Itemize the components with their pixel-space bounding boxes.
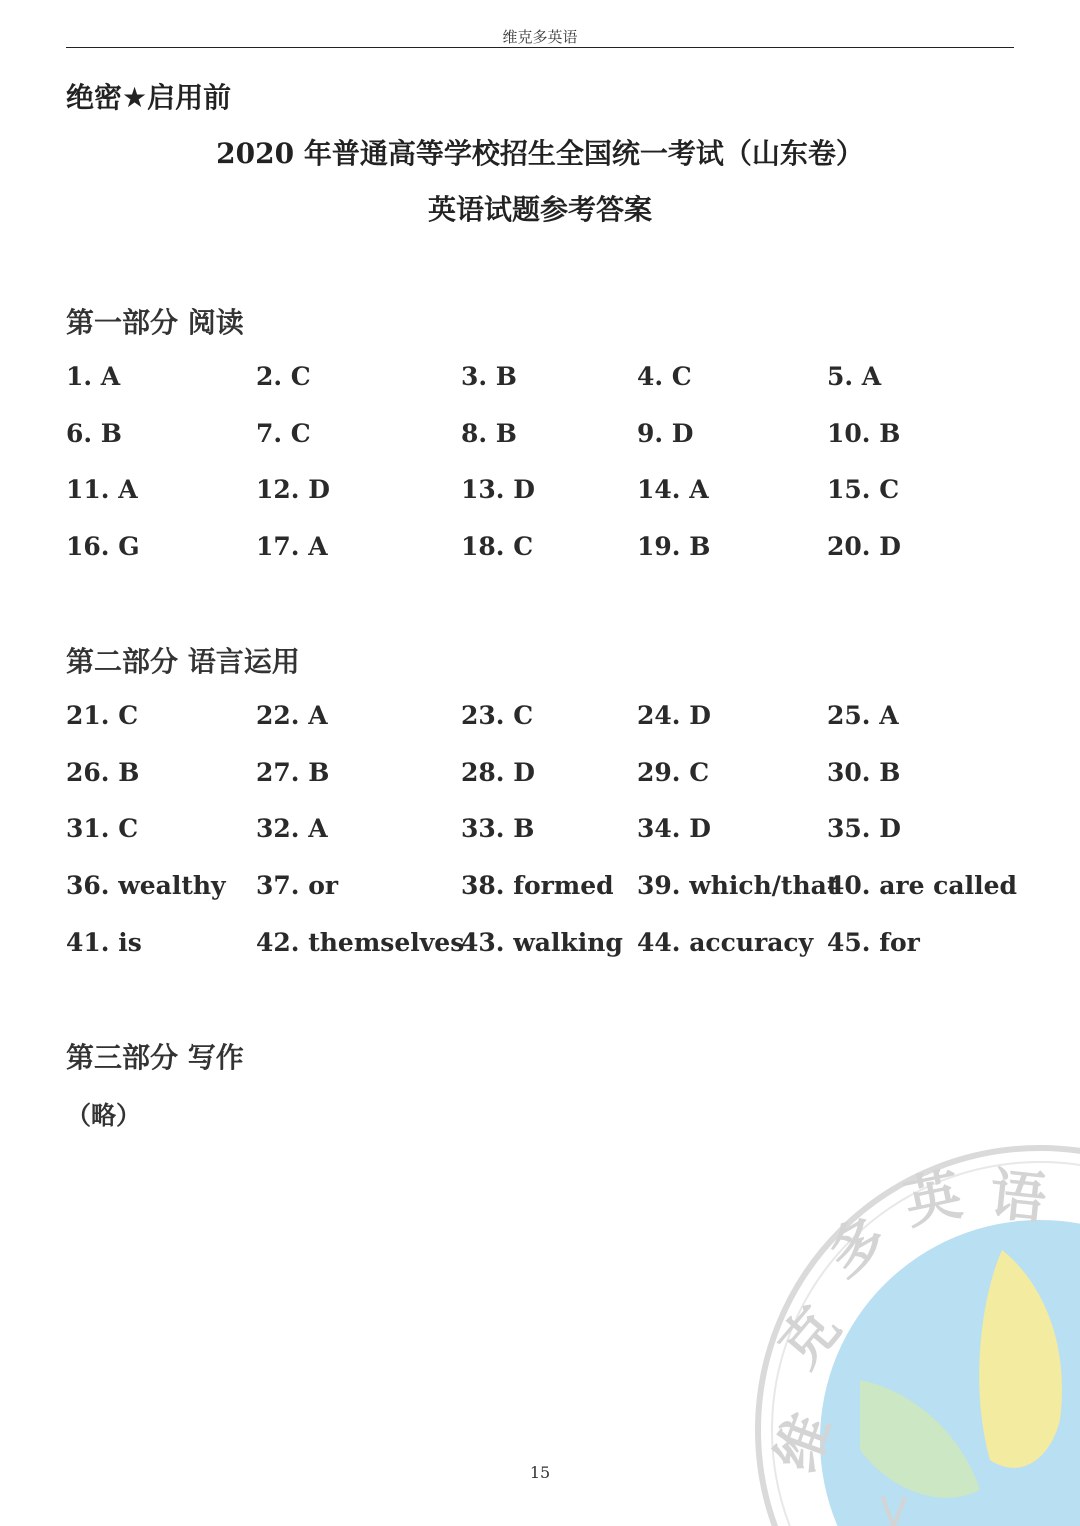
answer-item: 30. B [827,758,901,787]
answer-item: 25. A [827,701,899,730]
answer-item: 39. which/that [637,871,839,900]
answer-item: 40. are called [827,871,1017,900]
answer-item: 37. or [256,871,339,900]
answer-item: 35. D [827,814,901,843]
answer-item: 43. walking [461,928,623,957]
answer-item: 2. C [256,362,311,391]
secret-label: 绝密★启用前 [66,81,232,114]
answer-item: 29. C [637,758,710,787]
answer-item: 34. D [637,814,711,843]
answer-item: 16. G [66,532,140,561]
answer-key-title: 英语试题参考答案 [427,193,652,226]
answer-item: 8. B [461,419,517,448]
answer-item: 36. wealthy [66,871,226,900]
answer-item: 33. B [461,814,535,843]
answer-item: 21. C [66,701,139,730]
answer-item: 5. A [827,362,882,391]
answer-item: 18. C [461,532,534,561]
answer-item: 44. accuracy [637,928,814,957]
answer-item: 26. B [66,758,140,787]
answer-item: 28. D [461,758,535,787]
answer-item: 19. B [637,532,711,561]
page-number: 15 [529,1463,551,1482]
header-text: 维克多英语 [502,28,578,46]
answer-item: 17. A [256,532,328,561]
part3-heading: 第三部分 写作 [66,1041,244,1074]
answer-item: 41. is [66,928,142,957]
answer-item: 15. C [827,475,900,504]
answer-item: 23. C [461,701,534,730]
answer-item: 7. C [256,419,311,448]
answer-item: 20. D [827,532,901,561]
exam-title: 2020 年普通高等学校招生全国统一考试（山东卷） [216,137,864,170]
answer-item: 24. D [637,701,711,730]
svg-text:V: V [880,1490,908,1526]
answer-item: 27. B [256,758,330,787]
svg-text:英: 英 [898,1162,968,1238]
answer-item: 1. A [66,362,121,391]
svg-text:多: 多 [817,1205,899,1290]
answer-item: 42. themselves [256,928,465,957]
answer-item: 12. D [256,475,330,504]
part2-heading: 第二部分 语言运用 [66,645,300,678]
answer-item: 22. A [256,701,328,730]
answer-item: 9. D [637,419,694,448]
answer-item: 14. A [637,475,709,504]
part1-heading: 第一部分 阅读 [66,306,244,339]
svg-text:维: 维 [764,1405,845,1481]
answer-item: 38. formed [461,871,614,900]
header-rule [66,47,1014,48]
answer-item: 11. A [66,475,138,504]
answer-item: 32. A [256,814,328,843]
omitted-note: （略） [66,1101,142,1130]
answer-item: 4. C [637,362,692,391]
svg-text:语: 语 [986,1162,1050,1233]
svg-text:克: 克 [766,1295,853,1380]
answer-item: 45. for [827,928,920,957]
answer-item: 6. B [66,419,122,448]
answer-item: 3. B [461,362,517,391]
answer-item: 13. D [461,475,535,504]
answer-item: 10. B [827,419,901,448]
answer-item: 31. C [66,814,139,843]
